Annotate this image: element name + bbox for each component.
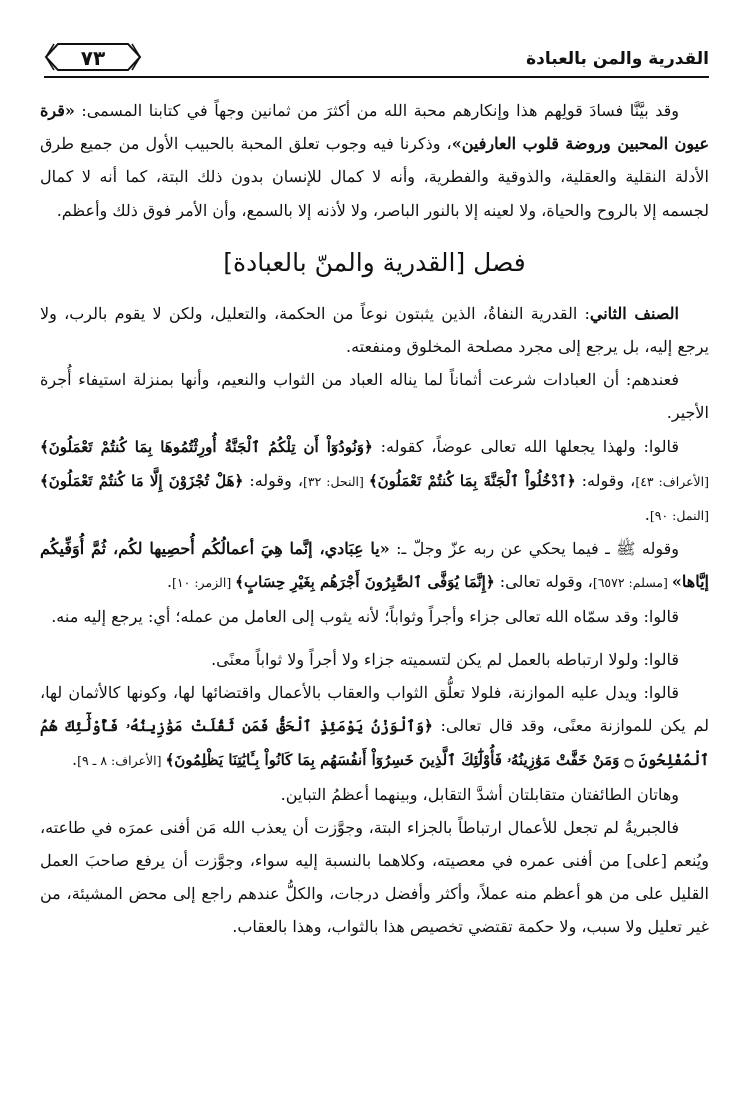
p5-text-g: .	[166, 572, 173, 592]
citation-1: [الأعراف: ٤٣]	[635, 473, 710, 489]
citation-3: [النمل: ٩٠]	[649, 508, 709, 524]
citation-5: [الزمر: ١٠]	[172, 575, 236, 591]
paragraph-8	[40, 676, 709, 778]
citation-2: [النحل: ٣٢]	[303, 473, 369, 489]
p4-text-d: ، وقوله:	[575, 470, 636, 490]
book-title-quote: «قرة عيون المحبين وروضة قلوب العارفين»	[40, 101, 710, 154]
paragraph-2	[40, 297, 709, 363]
p8-text-a: قالوا: ويدل عليه الموازنة، فلولا تعلُّق الثواب والعقاب بالأعمال واقتضائها لها، وكونها كالأثمان لها، لم يكن للموازنة معنًى، وقد قال تعالى:	[40, 683, 709, 736]
page-number: ٧٣	[80, 46, 106, 70]
paragraph-gap	[40, 633, 709, 643]
paragraph-4	[40, 430, 709, 533]
quran-verse-3: ﴿هَلْ تُجْزَوْنَ إِلَّا مَا كُنتُمْ تَعْمَلُونَ﴾	[40, 471, 244, 490]
citation-4: [مسلم: ٦٥٧٢]	[592, 575, 672, 591]
p8-text-d: .	[72, 750, 78, 770]
p1-text-c: ، وذكرنا فيه وجوب تعلق المحبة بالحبيب الأول من جميع طرق الأدلة النقلية والعقلية، والذوقية والفطرية، وأنه لا كمال للإنسان بدون ذلك البتة، كما أنه لا كمال لجسمه إلا بالروح والحياة، ولا لعينه إلا بالنور الباصر، ولا لأذنه إلا بالسمع، وأن الأمر فوق ذلك وأعظم.	[40, 134, 709, 220]
p4-text-g: ، وقوله:	[243, 470, 303, 490]
p1-text-a: وقد بيَّنَّا فسادَ قولِهم هذا وإنكارهم محبة الله من أكثرَ من ثمانين وجهاً في كتابنا المسمى:	[74, 101, 679, 120]
p2-text: : القدرية النفاةُ، الذين يثبتون نوعاً من الحكمة، والتعليل، ولكن لا يقوم بالرب، ولا يرجع إليه، بل يرجع إلى مجرد مصلحة المخلوق ومنفعته.	[40, 303, 709, 357]
p5-text-a: وقوله ﷺ ـ فيما يحكي عن ربه عزّ وجلّ ـ:	[389, 539, 679, 559]
p4-text-a: قالوا: ولهذا يجعلها الله تعالى عوضاً، كقوله:	[372, 436, 679, 456]
running-header	[44, 40, 709, 80]
p4-text-j: .	[644, 505, 650, 525]
paragraph-3: فعندهم: أن العبادات شرعت أثماناً لما يناله العباد من الثواب والنعيم، وأنها بمنزلة استيفاء أُجرة الأجير.	[40, 370, 709, 423]
paragraph-1	[40, 94, 709, 227]
p2-lead: الصنف الثاني	[589, 303, 680, 323]
citation-6: [الأعراف: ٨ ـ ٩]	[77, 753, 166, 769]
header-rule	[44, 76, 709, 78]
quran-verse-1: ﴿وَنُودُوٓاْ أَن تِلْكُمُ ٱلْجَنَّةُ أُورِثْتُمُوهَا بِمَا كُنتُمْ تَعْمَلُونَ﴾	[40, 437, 373, 456]
p5-text-d: ، وقوله تعالى:	[494, 572, 593, 592]
quran-verse-5: ﴿وَٱلْوَزْنُ يَوْمَئِذٍ ٱلْحَقُّ فَمَن ثَقُلَتْ مَوَٰزِينُهُۥ فَأُوْلَٰٓئِكَ هُمُ ٱلْمُفْلِحُونَ ۝ وَمَنْ خَفَّتْ مَوَٰزِينُهُۥ فَأُوْلَٰٓئِكَ ٱلَّذِينَ خَسِرُوٓاْ أَنفُسَهُم بِمَا كَانُواْ بِـَٔايَٰتِنَا يَظْلِمُونَ﴾	[40, 717, 709, 770]
quran-verse-4: ﴿إِنَّمَا يُوَفَّى ٱلصَّٰبِرُونَ أَجْرَهُم بِغَيْرِ حِسَابٍ﴾	[235, 573, 495, 592]
paragraph-10: فالجبريةُ لم تجعل للأعمال ارتباطاً بالجزاء البتة، وجوَّزت أن يعذب الله مَن أفنى عمرَه في طاعته، ويُنعم [على] من أفنى عمره في معصيته، وكلاهما بالنسبة إليه سواء، وجوَّزت أن يرفع صاحبَ العمل القليل على من هو أعظم منه عملاً، وأكثر وأفضل درجات، والكلُّ عندهم راجع إلى محض المشيئة، من غير تعليل ولا سبب، ولا حكمة تقتضي تخصيص هذا بالثواب، وهذا بالعقاب.	[40, 817, 709, 937]
section-heading: فصل [القدرية والمنّ بالعبادة]	[223, 247, 526, 277]
paragraph-7: قالوا: ولولا ارتباطه بالعمل لم يكن لتسميته جزاء ولا أجراً ولا ثواباً معنًى.	[211, 649, 679, 669]
page-number-badge	[44, 42, 142, 72]
quran-verse-2: ﴿ٱدْخُلُواْ ٱلْجَنَّةَ بِمَا كُنتُمْ تَعْمَلُونَ﴾	[368, 471, 576, 490]
page-body	[40, 94, 709, 944]
paragraph-6: قالوا: وقد سمّاه الله تعالى جزاء وأجراً وثواباً؛ لأنه يثوب إلى العامل من عمله؛ أي: يرجع إليه منه.	[51, 606, 679, 626]
running-title: القدرية والمن بالعبادة	[526, 49, 709, 69]
paragraph-5	[40, 532, 709, 599]
paragraph-9: وهاتان الطائفتان متقابلتان أشدَّ التقابل، وبينهما أعظمُ التباين.	[280, 784, 679, 804]
hadith-quote: «يا عِبَادي، إنَّما هِيَ أعمالُكُم أُحصِيها لكُم، ثُمَّ أُوَفِّيكُم إيَّاها»	[40, 539, 709, 592]
